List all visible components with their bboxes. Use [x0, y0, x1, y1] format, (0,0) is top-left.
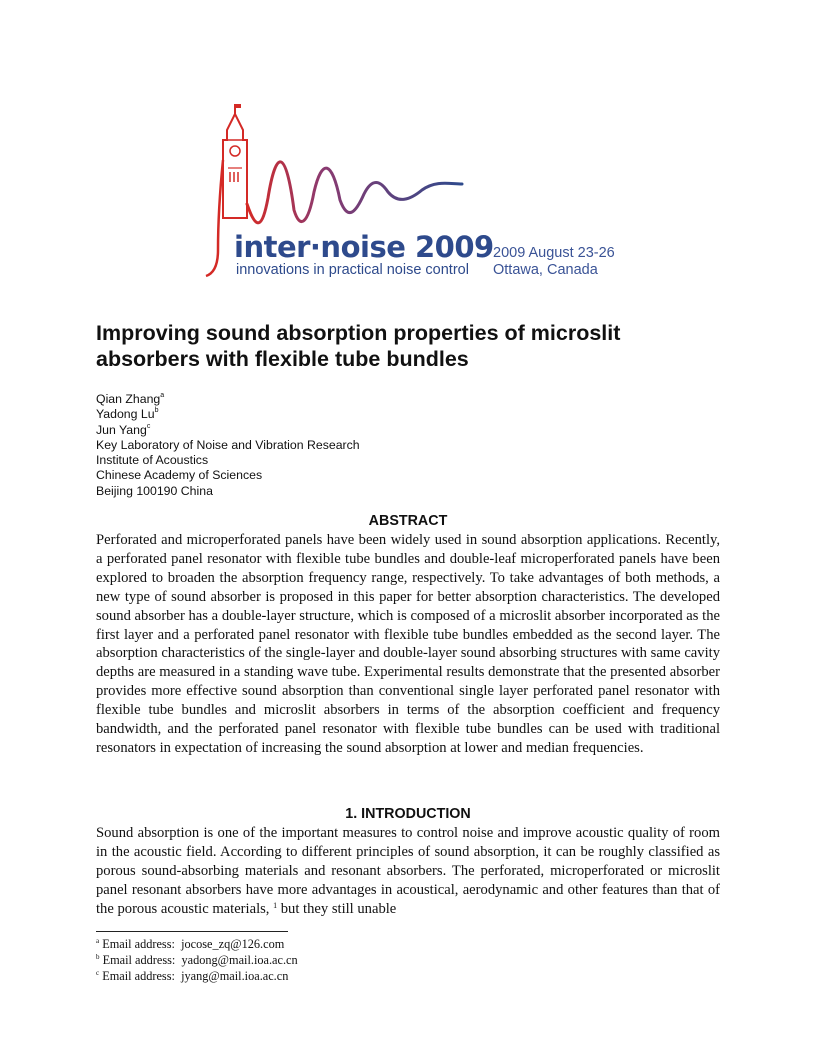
author-block — [96, 392, 596, 499]
introduction-text: Sound absorption is one of the important measures to control noise and improve acoustic quality of room in the acoustic field. According to different principles of sound absorption, it can be roughly classified as porous sound-absorbing materials and resonant absorbers. The perforated, microperforated or microslit panel resonant absorbers have more advantages in acoustical, aerodynamic and other features than that of the porous acoustic materials, $^1$ but they still unable — [96, 825, 720, 917]
introduction-heading: 1. INTRODUCTION — [345, 806, 471, 822]
email-link[interactable]: yadong@mail.ioa.ac.cn — [181, 953, 298, 967]
reference-marker[interactable]: 1 — [273, 900, 278, 910]
conference-location: Ottawa, Canada — [493, 262, 598, 278]
email-link[interactable]: jyang@mail.ioa.ac.cn — [181, 969, 289, 983]
affiliation-line: Institute of Acoustics — [96, 453, 209, 468]
abstract-heading: ABSTRACT — [368, 513, 448, 529]
author-name: Qian Zhang$^a$ — [96, 392, 165, 406]
conference-date: 2009 August 23-26 — [493, 245, 615, 261]
author-name: Jun Yang$^c$ — [96, 422, 151, 437]
email-link[interactable]: jocose_zq@126.com — [181, 937, 285, 951]
footnotes — [96, 936, 298, 984]
footnote: $^b$ Email address: yadong@mail.ioa.ac.cn — [96, 953, 298, 967]
affiliation-line: Key Laboratory of Noise and Vibration Research — [96, 437, 360, 452]
affiliation-line: Beijing 100190 China — [96, 483, 213, 498]
footnote: $^a$ Email address: jocose_zq@126.com — [96, 937, 285, 951]
conference-name: inter·noise 2009 — [234, 230, 494, 264]
author-name: Yadong Lu$^b$ — [96, 407, 159, 422]
abstract-text: Perforated and microperforated panels have been widely used in sound absorption applications. Recently, a perforated panel resonator with flexible tube bundles and double-leaf microperforated panels have been explored to broaden the absorption frequency range, respectively. To take advantages of both methods, a new type of sound absorber is proposed in this paper for better absorption characteristics. The developed sound absorber has a double-layer structure, which is composed of a microslit absorber incorporated as the first layer and a perforated panel resonator with flexible tube bundles embedded as the second layer. The absorption characteristics of the single-layer and double-layer sound absorbing structures with same cavity depths are measured in a standing wave tube. Experimental results demonstrate that the presented absorber provides more effective sound absorption than conventional single layer perforated panel resonator with flexible tube bundles and microslit absorbers in terms of the absorption coefficient and frequency bandwidth, and the perforated panel resonator with flexible tube bundles can be used with traditional resonators in expectation of increasing the sound absorption at lower and median frequencies. — [96, 532, 720, 756]
footnote: $^c$ Email address: jyang@mail.ioa.ac.cn — [96, 969, 289, 983]
conference-logo — [200, 100, 630, 285]
paper-title: Improving sound absorption properties of microslit absorbers with flexible tube bundles — [96, 321, 621, 371]
conference-tagline: innovations in practical noise control — [236, 262, 469, 278]
footnote-divider — [96, 931, 288, 932]
affiliation-line: Chinese Academy of Sciences — [96, 468, 263, 483]
